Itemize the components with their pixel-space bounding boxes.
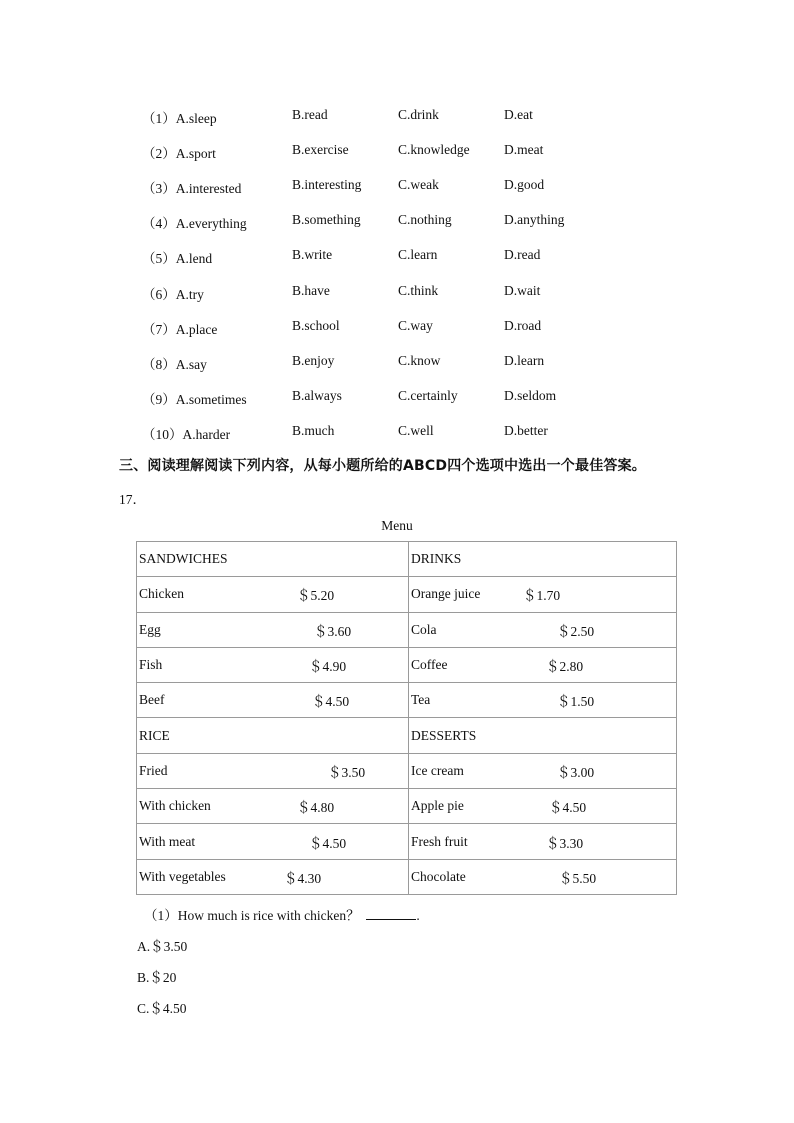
option-number: （8） bbox=[142, 357, 176, 372]
menu-item-price: ＄2.50 bbox=[557, 623, 595, 639]
menu-item-name: SANDWICHES bbox=[139, 551, 228, 567]
option-b: B.interesting bbox=[292, 177, 362, 192]
cloze-option-a-group bbox=[142, 388, 247, 408]
menu-cell-left bbox=[137, 824, 409, 859]
menu-item-price: ＄5.20 bbox=[297, 588, 335, 604]
option-c: C.well bbox=[398, 423, 434, 438]
option-number: （10） bbox=[142, 427, 183, 442]
option-number: （9） bbox=[142, 392, 176, 407]
menu-cell-left bbox=[137, 542, 409, 577]
option-a: A.lend bbox=[175, 251, 213, 266]
option-d: D.meat bbox=[504, 142, 544, 157]
option-d: D.wait bbox=[504, 283, 541, 298]
menu-cell-left bbox=[137, 683, 409, 718]
menu-cell-right bbox=[409, 542, 677, 577]
cloze-option-row bbox=[0, 423, 794, 443]
menu-cell-right bbox=[409, 824, 677, 859]
option-b: B.read bbox=[292, 107, 328, 122]
option-a: A.sport bbox=[175, 146, 216, 161]
menu-item-name: Chicken bbox=[139, 586, 184, 602]
cloze-option-row bbox=[0, 318, 794, 338]
cloze-option-a-group bbox=[142, 283, 204, 303]
cloze-option-a-group bbox=[142, 318, 217, 338]
menu-row bbox=[137, 753, 677, 788]
menu-item-name: Tea bbox=[411, 692, 431, 708]
option-a: A.interested bbox=[175, 181, 242, 196]
menu-item-name: With vegetables bbox=[139, 868, 226, 884]
option-c: C.certainly bbox=[398, 388, 458, 403]
menu-item-price: ＄4.80 bbox=[297, 800, 335, 816]
option-b: B.school bbox=[292, 318, 340, 333]
menu-item-price: ＄1.70 bbox=[523, 588, 561, 604]
cloze-option-row bbox=[0, 142, 794, 162]
menu-item-price: ＄4.30 bbox=[284, 870, 322, 886]
sub-question bbox=[144, 904, 420, 924]
cloze-option-row bbox=[0, 353, 794, 373]
cloze-option-a-group bbox=[142, 212, 247, 232]
menu-item-price: ＄1.50 bbox=[557, 694, 595, 710]
option-d: D.eat bbox=[504, 107, 533, 122]
menu-item-name: Egg bbox=[139, 621, 161, 637]
cloze-option-row bbox=[0, 283, 794, 303]
cloze-option-row bbox=[0, 212, 794, 232]
option-b: B.something bbox=[292, 212, 361, 227]
menu-item-name: DESSERTS bbox=[411, 727, 477, 743]
answer-blank bbox=[366, 907, 416, 920]
menu-item-name: Coffee bbox=[411, 657, 448, 673]
menu-row bbox=[137, 612, 677, 647]
menu-cell-right bbox=[409, 718, 677, 753]
cloze-option-a-group bbox=[142, 247, 212, 267]
cloze-option-row bbox=[0, 388, 794, 408]
menu-row bbox=[137, 647, 677, 682]
option-b: B.exercise bbox=[292, 142, 349, 157]
menu-item-price: ＄4.90 bbox=[309, 659, 347, 675]
menu-item-price: ＄2.80 bbox=[546, 659, 584, 675]
option-a: A.sleep bbox=[175, 111, 217, 126]
menu-item-price: ＄3.30 bbox=[546, 835, 584, 851]
menu-item-price: ＄5.50 bbox=[559, 870, 597, 886]
menu-item-price: ＄3.60 bbox=[314, 623, 352, 639]
option-c: C.know bbox=[398, 353, 441, 368]
menu-table bbox=[136, 541, 677, 895]
answer-option-b: B.＄20 bbox=[137, 970, 177, 985]
option-number: （6） bbox=[142, 287, 176, 302]
menu-item-name: Orange juice bbox=[411, 586, 481, 602]
cloze-option-a-group bbox=[142, 142, 216, 162]
menu-cell-right bbox=[409, 577, 677, 612]
menu-item-name: RICE bbox=[139, 727, 170, 743]
option-number: （7） bbox=[142, 322, 176, 337]
option-b: B.enjoy bbox=[292, 353, 335, 368]
sub-question-text: （1）How much is rice with chicken？ bbox=[144, 908, 360, 923]
option-d: D.road bbox=[504, 318, 542, 333]
option-b: B.have bbox=[292, 283, 330, 298]
option-a: A.sometimes bbox=[175, 392, 247, 407]
option-c: C.think bbox=[398, 283, 439, 298]
option-a: A.say bbox=[175, 357, 207, 372]
cloze-option-row bbox=[0, 107, 794, 127]
menu-item-name: Apple pie bbox=[411, 798, 464, 814]
answer-option-a: A.＄3.50 bbox=[137, 939, 188, 954]
cloze-option-a-group bbox=[142, 423, 230, 443]
menu-cell-right bbox=[409, 753, 677, 788]
menu-row bbox=[137, 542, 677, 577]
menu-cell-right bbox=[409, 683, 677, 718]
option-c: C.knowledge bbox=[398, 142, 470, 157]
option-number: （4） bbox=[142, 216, 176, 231]
menu-cell-right bbox=[409, 789, 677, 824]
menu-item-name: Chocolate bbox=[411, 868, 466, 884]
menu-item-name: Beef bbox=[139, 692, 165, 708]
menu-item-name: With meat bbox=[139, 833, 196, 849]
menu-cell-left bbox=[137, 859, 409, 894]
menu-cell-right bbox=[409, 647, 677, 682]
menu-item-price: ＄3.00 bbox=[557, 764, 595, 780]
menu-caption: Menu bbox=[381, 518, 413, 533]
option-b: B.write bbox=[292, 247, 333, 262]
menu-cell-left bbox=[137, 789, 409, 824]
option-c: C.drink bbox=[398, 107, 439, 122]
option-c: C.weak bbox=[398, 177, 439, 192]
answer-option-c: C.＄4.50 bbox=[137, 1001, 187, 1016]
menu-item-name: With chicken bbox=[139, 798, 211, 814]
menu-row bbox=[137, 683, 677, 718]
question-number: 17． bbox=[119, 492, 146, 507]
menu-item-price: ＄3.50 bbox=[328, 764, 366, 780]
cloze-option-a-group bbox=[142, 177, 241, 197]
option-number: （2） bbox=[142, 146, 176, 161]
option-d: D.seldom bbox=[504, 388, 557, 403]
menu-item-name: Cola bbox=[411, 621, 437, 637]
menu-item-name: Fresh fruit bbox=[411, 833, 468, 849]
cloze-option-row bbox=[0, 177, 794, 197]
option-a: A.harder bbox=[182, 427, 231, 442]
option-b: B.much bbox=[292, 423, 335, 438]
menu-item-price: ＄4.50 bbox=[549, 800, 587, 816]
menu-item-price: ＄4.50 bbox=[309, 835, 347, 851]
option-d: D.good bbox=[504, 177, 545, 192]
option-a: A.try bbox=[175, 287, 204, 302]
option-number: （5） bbox=[142, 251, 176, 266]
option-d: D.anything bbox=[504, 212, 565, 227]
menu-cell-left bbox=[137, 753, 409, 788]
cloze-option-row bbox=[0, 247, 794, 267]
option-b: B.always bbox=[292, 388, 342, 403]
menu-cell-left bbox=[137, 577, 409, 612]
option-d: D.better bbox=[504, 423, 548, 438]
option-a: A.place bbox=[175, 322, 218, 337]
menu-item-name: Fish bbox=[139, 657, 163, 673]
cloze-option-a-group bbox=[142, 353, 207, 373]
option-number: （1） bbox=[142, 111, 176, 126]
menu-row bbox=[137, 577, 677, 612]
menu-row bbox=[137, 859, 677, 894]
sub-question-end: . bbox=[416, 908, 420, 923]
menu-row bbox=[137, 718, 677, 753]
menu-item-name: Ice cream bbox=[411, 762, 464, 778]
option-number: （3） bbox=[142, 181, 176, 196]
menu-item-name: DRINKS bbox=[411, 551, 462, 567]
option-c: C.way bbox=[398, 318, 433, 333]
menu-cell-left bbox=[137, 718, 409, 753]
menu-row bbox=[137, 824, 677, 859]
option-d: D.read bbox=[504, 247, 541, 262]
option-a: A.everything bbox=[175, 216, 247, 231]
section-heading: 三、阅读理解阅读下列内容，从每小题所给的ABCD四个选项中选出一个最佳答案。 bbox=[119, 458, 646, 474]
menu-cell-right bbox=[409, 612, 677, 647]
menu-cell-left bbox=[137, 612, 409, 647]
option-d: D.learn bbox=[504, 353, 545, 368]
menu-cell-left bbox=[137, 647, 409, 682]
option-c: C.learn bbox=[398, 247, 438, 262]
menu-row bbox=[137, 789, 677, 824]
cloze-option-a-group bbox=[142, 107, 217, 127]
menu-cell-right bbox=[409, 859, 677, 894]
menu-item-price: ＄4.50 bbox=[312, 694, 350, 710]
option-c: C.nothing bbox=[398, 212, 452, 227]
menu-item-name: Fried bbox=[139, 762, 168, 778]
